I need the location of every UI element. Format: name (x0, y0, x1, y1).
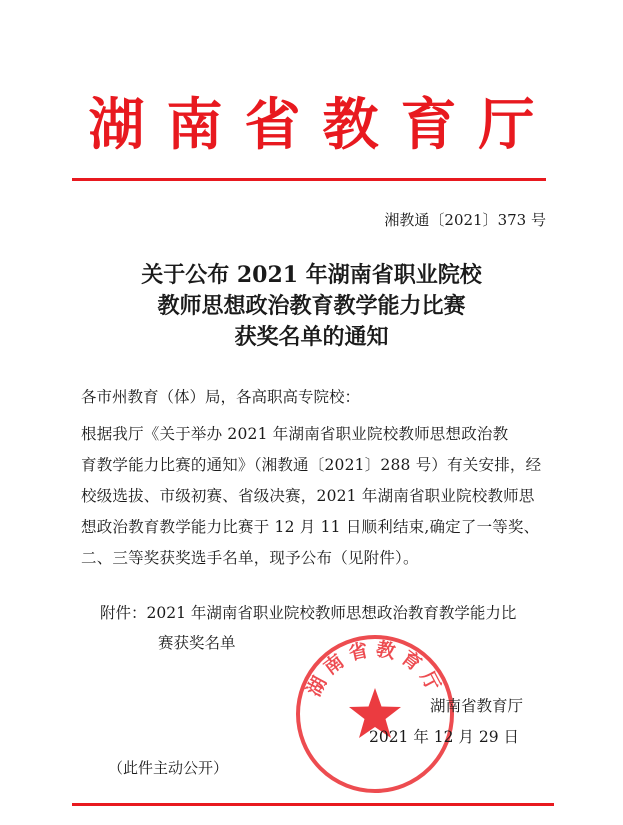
title-line-2: 教师思想政治教育教学能力比赛 (157, 293, 466, 319)
header-divider (72, 178, 546, 181)
attachment-line-1: 附件：2021 年湖南省职业院校教师思想政治教育教学能力比 (100, 604, 517, 622)
attachment-line-2: 赛获奖名单 (158, 634, 236, 652)
body-line-3: 校级选拔、市级初赛、省级决赛，2021 年湖南省职业院校教师思 (81, 487, 535, 505)
title-line-1: 关于公布 2021 年湖南省职业院校 (141, 262, 482, 288)
body-line-4: 想政治教育教学能力比赛于 12 月 11 日顺利结束,确定了一等奖、 (81, 518, 540, 536)
disclosure-note: （此件主动公开） (108, 759, 229, 777)
title-line-3: 获奖名单的通知 (234, 324, 389, 350)
body-line-2: 育教学能力比赛的通知》（湘教通〔2021〕288 号）有关安排，经 (81, 456, 542, 474)
document-title (0, 260, 623, 353)
body-line-5: 二、三等奖获奖选手名单，现予公布（见附件）。 (81, 549, 419, 567)
body-line-1: 根据我厅《关于举办 2021 年湖南省职业院校教师思想政治教 (81, 425, 509, 443)
salutation: 各市州教育（体）局，各高职高专院校： (81, 388, 361, 406)
signature-date: 2021 年 12 月 29 日 (368, 728, 519, 746)
footer-divider (72, 803, 554, 806)
document-number: 湘教通〔2021〕373 号 (384, 211, 546, 229)
body-paragraph (81, 419, 551, 574)
org-header-title: 湖南省教育厅 (88, 93, 557, 158)
seal-arc-text: 湖南省教育厅 (302, 638, 448, 701)
signature-org: 湖南省教育厅 (429, 697, 523, 715)
